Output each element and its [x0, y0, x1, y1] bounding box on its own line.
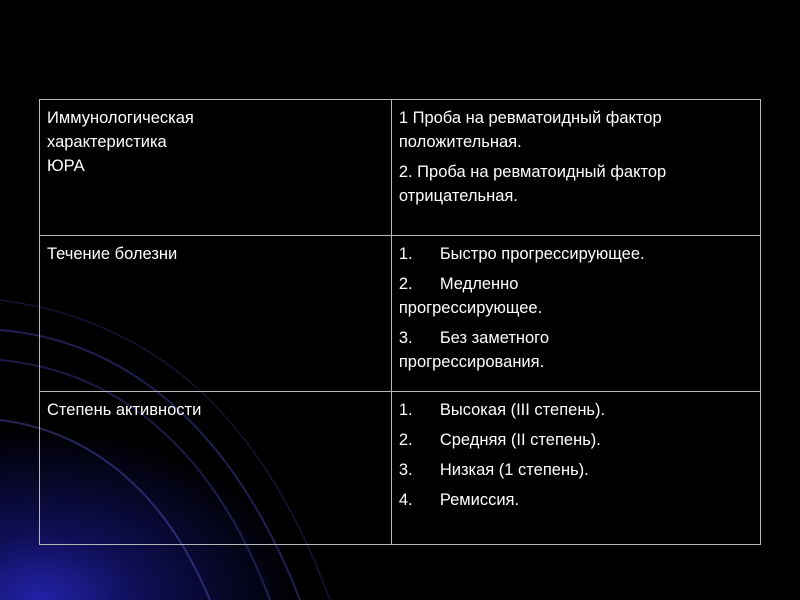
- row-label: Течение болезни: [47, 245, 178, 264]
- list-item-number: 2.: [398, 431, 413, 450]
- value-paragraph: 1 Проба на ревматоидный фактор положительная.: [398, 109, 662, 151]
- row-label: Степень активности: [47, 401, 202, 420]
- list-item-text: Быстро прогрессирующее.: [439, 245, 645, 264]
- row-label-line: ЮРА: [47, 157, 85, 175]
- table-row: [40, 100, 761, 236]
- row-values-cell: [391, 392, 760, 545]
- list-item: [399, 242, 753, 266]
- list-item-text-rest: прогрессирующее.: [398, 299, 543, 318]
- list-item-text-rest: прогрессирования.: [398, 353, 545, 372]
- row-values-cell: [391, 236, 760, 392]
- list-item: [399, 398, 753, 422]
- juvenile-arthritis-classification-table: [39, 99, 761, 545]
- row-label-line: характеристика: [47, 133, 167, 151]
- row-label-cell: [40, 392, 392, 545]
- list-item: [399, 326, 753, 374]
- value-paragraph: 2. Проба на ревматоидный фактор отрицательная.: [398, 163, 667, 205]
- list-item-number: 3.: [398, 329, 413, 348]
- row-label-cell: [40, 100, 392, 236]
- list-item-number: 1.: [398, 401, 413, 420]
- list-item: [399, 428, 753, 452]
- list-item-text: Низкая (1 степень).: [439, 461, 589, 480]
- list-item: [399, 488, 753, 512]
- row-label-cell: [40, 236, 392, 392]
- list-item-text-first: Медленно: [439, 275, 519, 294]
- table-row: [40, 392, 761, 545]
- list-item: [399, 458, 753, 482]
- row-values-cell: [391, 100, 760, 236]
- list-item-text: Ремиссия.: [439, 491, 520, 510]
- list-item-number: 2.: [398, 275, 413, 294]
- row-label-line: Иммунологическая: [47, 109, 194, 127]
- list-item-number: 4.: [398, 491, 413, 510]
- list-item-number: 3.: [398, 461, 413, 480]
- list-item-number: 1.: [398, 245, 413, 264]
- list-item-text: Высокая (III степень).: [439, 401, 606, 420]
- table-row: [40, 236, 761, 392]
- list-item: [399, 272, 753, 320]
- list-item-text-first: Без заметного: [439, 329, 550, 348]
- list-item-text: Средняя (II степень).: [439, 431, 601, 450]
